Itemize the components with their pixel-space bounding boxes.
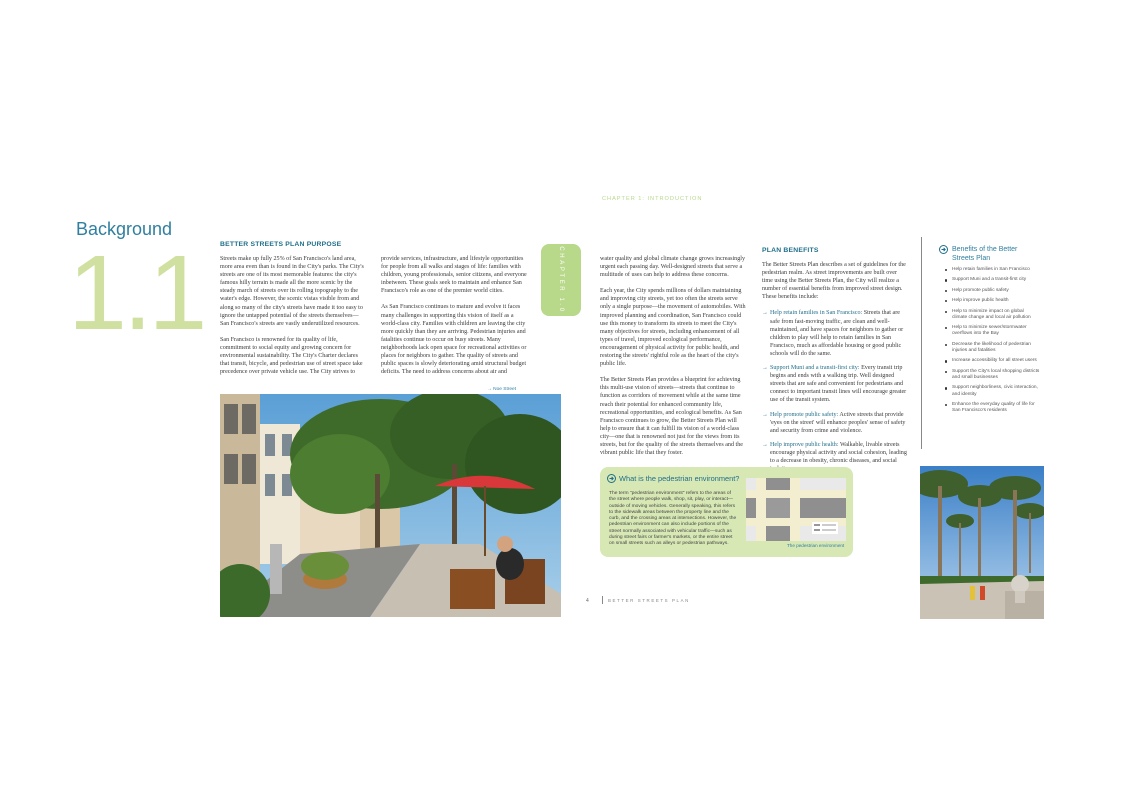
benefit-name: Support Muni and a transit-first city: [770,365,860,372]
benefit-name: Help promote public safety: [770,411,839,418]
benefit-text: Streets that are safe from fast-moving traffic, are clean and well-maintained, and have spaces for neighbors to gather or children to play will help to retain families in San Francisco, much as affordable housing or good public schools will do the same. [770,310,904,357]
paragraph: Each year, the City spends millions of dollars maintaining and improving city streets, yet too often the streets serve only a single purpose—the movement of automobiles. With improved planning and coordination, San Francisco could use this money to transform its streets to meet the City's many objectives for streets, including enhancement of all types of travel, improved ecological performance, encouragement of physical activity for public health, and restoring the streets' rightful role as the heart of the city's public life. [600,288,746,368]
benefit-text: Every transit trip begins and ends with a walking trip. Well designed streets that are safe and convenient for pedestrians and connect to important transit lines will encourage greater use of the transit system. [770,365,907,404]
street-photo-left [220,394,561,617]
diagram-caption: The pedestrian environment [787,543,845,548]
paragraph: Streets make up fully 25% of San Francisco's land area, more area even than is found in the City's parks. The City's streets are one of its most memorable features: the city's famous hilly terrain is made all the more scenic by the steady march of streets over its rolling topography to the water's edge. However, the scenic vistas visible from and along so many of the city's streets have made it too easy to ignore the untapped potential of the streets themselves—San Francisco's streets are vastly underutilized resources. [220,256,364,327]
street-photo-illustration [220,394,561,617]
chapter-heading: CHAPTER 1: INTRODUCTION [602,196,703,202]
arrow-right-icon: → [762,411,768,418]
circle-arrow-icon [939,245,948,254]
sidebar-title: Benefits of the Better Streets Plan [952,246,1018,262]
section-number: 1.1 [68,234,204,352]
list-item: Help to minimize sewer/stormwater overflows into the Bay [945,325,1040,337]
sidebar-benefits-list [945,267,1040,419]
folio-divider [602,596,603,604]
sidebar-divider [921,237,922,449]
arrow-right-icon: → [762,441,768,448]
list-item: Help improve public health [945,298,1040,304]
paragraph: As San Francisco continues to mature and evolve it faces many challenges in supporting this vision of itself as a world-class city. Families with children are leaving the city more quickly than they are arriving. Pedestrian injuries and fatalities continue to occur on busy streets. Many neighborhoods lack open space for recreational activities or places for neighbors to gather. The quality of streets and public spaces is slowly deteriorating amid structural budget deficits. The need to address concerns about air and [381,304,527,376]
list-item: Support the City's local shopping districts and small businesses [945,369,1040,381]
benefit-item [762,309,908,358]
list-item: Decrease the likelihood of pedestrian injuries and fatalities [945,342,1040,354]
list-item: Help retain families in San Francisco [945,267,1040,273]
arrow-right-icon: → [762,310,768,317]
page-number: 4 [586,598,589,604]
circle-arrow-icon [607,474,616,483]
palm-tree-photo [920,466,1044,619]
benefit-name: Help retain families in San Francisco: [770,310,863,317]
chapter-tab-label-wrap [546,246,576,314]
benefits-heading: PLAN BENEFITS [762,247,819,254]
list-item: Enhance the everyday quality of life for San Francisco's residents [945,402,1040,414]
benefit-body [770,309,908,358]
benefit-item [762,364,908,404]
section-title: Background [76,219,173,239]
list-item: Help to minimize impact on global climate change and local air pollution [945,309,1040,321]
pedestrian-environment-diagram [746,478,846,541]
callout-title: What is the pedestrian environment? [619,474,740,483]
benefit-text: Walkable, livable streets encourage physical activity and social cohesion, leading to a decrease in obesity, chronic diseases, and social [770,441,907,464]
purpose-heading: BETTER STREETS PLAN PURPOSE [220,241,342,248]
benefits-intro: The Better Streets Plan describes a set of guidelines for the pedestrian realm. As street improvements are built over time using the Better Streets Plan, the City will realize a number of essential benefits from improved street design. These benefits include: [762,262,906,301]
benefit-body [770,364,908,404]
benefit-body [770,411,908,435]
text-column-4 [762,261,908,479]
callout-text: The term "pedestrian environment" refers to the areas of the street where people walk, shop, sit, play, or interact—outside of moving vehicles. Generally speaking, this refers to the sidewalk areas between the property line and the curb, and the crossing areas at intersections. However, the pedestrian environment can also include portions of the street normally associated with vehicular traffic—such as during street fairs or farmer's markets, or the entire street on small streets such as alleys or pedestrian pathways. [609,491,737,547]
text-column-2 [381,255,527,384]
paragraph: San Francisco is renowned for its quality of life, commitment to social equity and growing concern for environmental sustainability. The City's Charter declares that transit, bicycle, and pedestrian use of street space take precedence over private vehicle use. The City strives to [220,336,363,376]
paragraph: provide services, infrastructure, and lifestyle opportunities for people from all walks and stages of life: families with children, young professionals, senior citizens, and everyone inbetween. These goals seek to maintain and enhance San Francisco's role as one of the premier world cities. [381,256,527,295]
text-column-3 [600,255,746,465]
benefit-item [762,411,908,435]
list-item: Support neighborliness, civic interaction, and identity [945,385,1040,397]
paragraph: The Better Streets Plan provides a blueprint for achieving this multi-use vision of streets—streets that continue to function as corridors of movement while at the same time reach their potential for enhanced community life, recreational opportunities, and ecological benefits. As San Francisco continues to grow, the Better Streets Plan will help to ensure that it can fulfill its vision of a world-class city—one that is renowned not just for the views from its streets, but for the quality of the streets themselves and the vibrant public life that they foster. [600,377,743,457]
folio-title: BETTER STREETS PLAN [608,598,690,603]
benefit-text: Active streets that provide 'eyes on the street' will enhance peoples' sense of safety and security from crime and violence. [770,411,906,434]
chapter-tab-label: CHAPTER 1.0 [558,246,564,314]
text-column-1 [220,255,366,384]
arrow-right-icon: → [762,365,768,372]
list-item: Increase accessibility for all street users [945,358,1040,364]
benefit-name: Help improve public health: [770,441,839,448]
palm-photo-illustration [920,466,1044,619]
paragraph: water quality and global climate change grows increasingly urgent each passing day. Well-designed streets that serve a multitude of uses can help to address these concerns. [600,256,746,279]
list-item: Help promote public safety [945,288,1040,294]
list-item: Support Muni and a transit-first city [945,277,1040,283]
photo-caption: → Noe Street [487,387,517,392]
